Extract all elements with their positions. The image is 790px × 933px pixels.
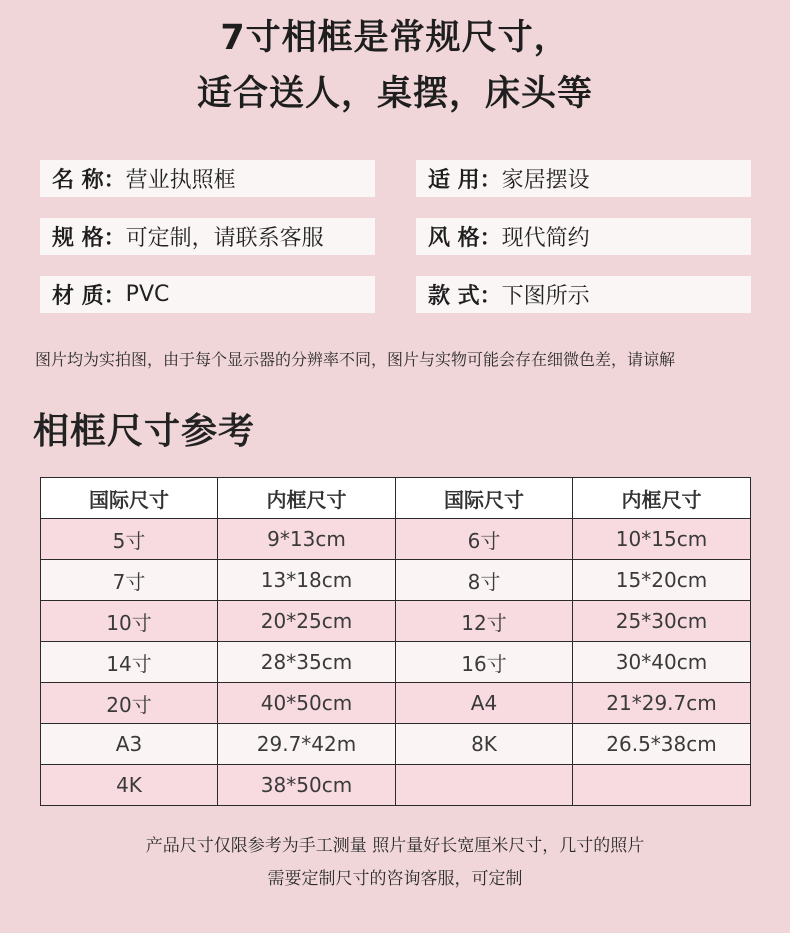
table-cell: 7寸	[41, 560, 218, 601]
table-row	[41, 724, 751, 765]
header-inner-size: 内框尺寸	[573, 478, 751, 519]
table-cell: A4	[396, 683, 573, 724]
spec-key: 款 式：	[428, 284, 502, 309]
spec-material	[40, 276, 375, 313]
headline-line-2: 适合送人，桌摆，床头等	[196, 74, 593, 114]
size-reference-table	[40, 477, 751, 806]
spec-usage	[416, 160, 751, 197]
header-intl-size: 国际尺寸	[396, 478, 573, 519]
table-header-row	[41, 478, 751, 519]
header-inner-size: 内框尺寸	[218, 478, 396, 519]
table-cell: 9*13cm	[218, 519, 396, 560]
spec-key: 风 格：	[428, 226, 502, 251]
table-row	[41, 560, 751, 601]
table-cell: 10寸	[41, 601, 218, 642]
spec-value: 营业执照框	[125, 168, 236, 193]
table-cell: 8K	[396, 724, 573, 765]
table-cell: 26.5*38cm	[573, 724, 751, 765]
spec-design	[416, 276, 751, 313]
table-cell: 14寸	[41, 642, 218, 683]
table-cell: 8寸	[396, 560, 573, 601]
table-cell: 29.7*42m	[218, 724, 396, 765]
table-cell: 40*50cm	[218, 683, 396, 724]
table-cell: 15*20cm	[573, 560, 751, 601]
footer-note-line-2: 需要定制尺寸的咨询客服，可定制	[267, 869, 523, 889]
table-cell: 10*15cm	[573, 519, 751, 560]
table-cell: 13*18cm	[218, 560, 396, 601]
table-cell: 21*29.7cm	[573, 683, 751, 724]
spec-value: PVC	[125, 282, 170, 307]
spec-key: 材 质：	[52, 284, 126, 309]
spec-style	[416, 218, 751, 255]
table-row	[41, 765, 751, 806]
table-cell	[573, 765, 751, 806]
table-row	[41, 519, 751, 560]
footer-note-line-1: 产品尺寸仅限参考为手工测量 照片量好长宽厘米尺寸，几寸的照片	[145, 836, 645, 856]
table-cell: A3	[41, 724, 218, 765]
table-cell: 30*40cm	[573, 642, 751, 683]
table-cell: 20*25cm	[218, 601, 396, 642]
table-cell	[396, 765, 573, 806]
table-cell: 28*35cm	[218, 642, 396, 683]
table-cell: 12寸	[396, 601, 573, 642]
spec-value: 可定制，请联系客服	[125, 226, 324, 251]
headline-line-1: 7寸相框是常规尺寸，	[220, 18, 570, 58]
spec-value: 家居摆设	[501, 168, 590, 193]
header-intl-size: 国际尺寸	[41, 478, 218, 519]
spec-key: 规 格：	[52, 226, 126, 251]
spec-value: 下图所示	[501, 284, 590, 309]
spec-value: 现代简约	[501, 226, 590, 251]
table-cell: 20寸	[41, 683, 218, 724]
table-cell: 16寸	[396, 642, 573, 683]
table-row	[41, 601, 751, 642]
spec-key: 适 用：	[428, 168, 502, 193]
section-title: 相框尺寸参考	[33, 411, 256, 452]
table-cell: 38*50cm	[218, 765, 396, 806]
table-row	[41, 683, 751, 724]
table-cell: 6寸	[396, 519, 573, 560]
spec-specification	[40, 218, 375, 255]
table-cell: 5寸	[41, 519, 218, 560]
spec-key: 名 称：	[52, 168, 126, 193]
spec-name	[40, 160, 375, 197]
table-cell: 4K	[41, 765, 218, 806]
photo-disclaimer: 图片均为实拍图，由于每个显示器的分辨率不同，图片与实物可能会存在细微色差，请谅解	[35, 350, 676, 369]
table-cell: 25*30cm	[573, 601, 751, 642]
table-row	[41, 642, 751, 683]
